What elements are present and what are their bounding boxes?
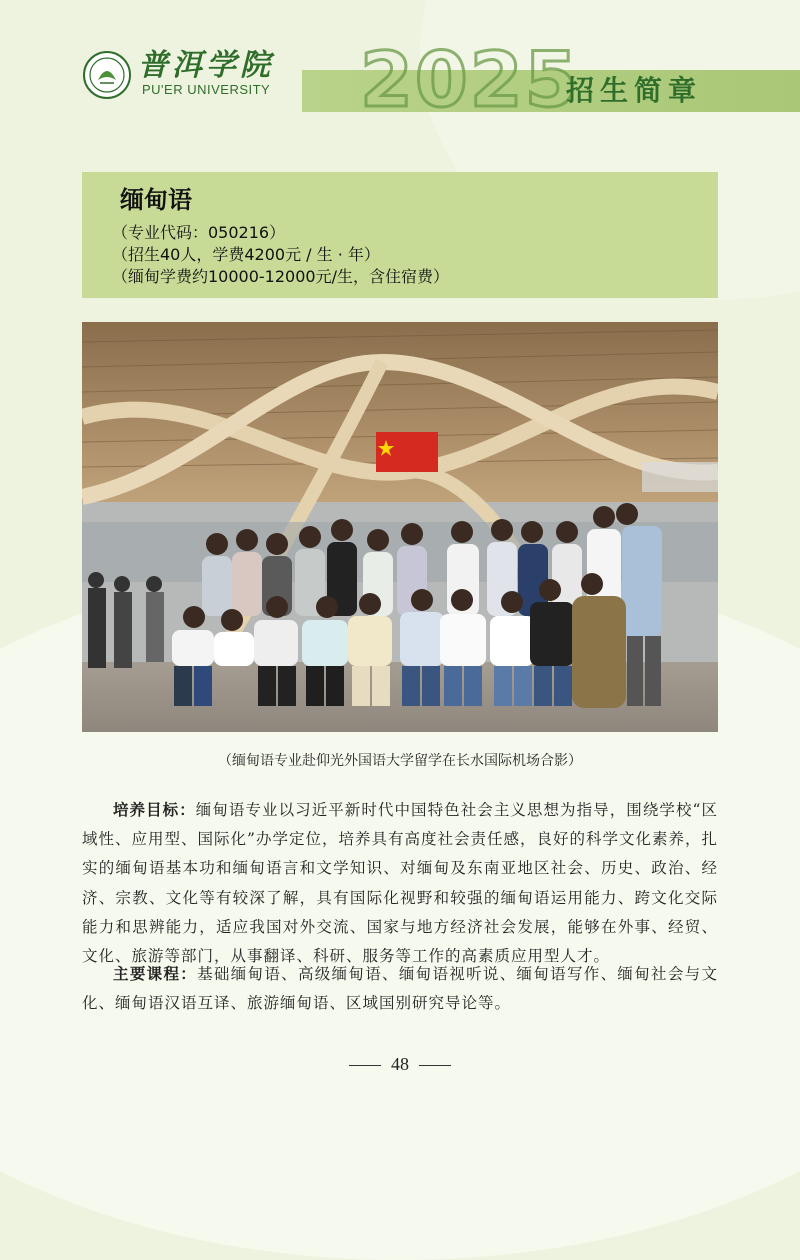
- banner-year: 2025: [360, 35, 580, 124]
- training-goal-text: 缅甸语专业以习近平新时代中国特色社会主义思想为指导，围绕学校“区域性、应用型、国际化”办学定位，培养具有高度社会责任感，良好的科学文化素养，扎实的缅甸语基本功和缅甸语言和文学知识、对缅甸及东南亚地区社会、历史、政治、经济、宗教、文化等有较深了解，具有国际化视野和较强的缅甸语运用能力、跨文化交际能力和思辨能力，适应我国对外交流、国家与地方经济社会发展，能够在外事、经贸、文化、旅游等部门，从事翻译、科研、服务等工作的高素质应用型人才。: [82, 801, 718, 966]
- training-goal-label: 培养目标：: [113, 801, 196, 819]
- major-abroad-fee: （缅甸学费约10000-12000元/生，含住宿费）: [112, 267, 449, 286]
- photo-caption: （缅甸语专业赴仰光外国语大学留学在长水国际机场合影）: [218, 753, 582, 769]
- page-number-dash-left: [349, 1065, 381, 1066]
- main-courses-paragraph: [82, 960, 718, 1018]
- major-code: （专业代码：050216）: [112, 223, 286, 242]
- school-name: 普洱学院: [138, 48, 274, 83]
- group-photo: [82, 322, 718, 732]
- training-goal-paragraph: [82, 796, 718, 971]
- major-title: 缅甸语: [120, 185, 192, 214]
- page-number: [0, 1054, 800, 1075]
- main-courses-label: 主要课程：: [113, 965, 198, 983]
- page-number-value: 48: [391, 1054, 409, 1074]
- major-enrollment: （招生40人，学费4200元 / 生 · 年）: [112, 245, 380, 264]
- school-english-name: PU'ER UNIVERSITY: [142, 82, 271, 97]
- page-number-dash-right: [419, 1065, 451, 1066]
- school-logo-icon: [82, 50, 132, 100]
- banner-title: 招生简章: [566, 74, 703, 107]
- airport-photo-illustration: [82, 322, 718, 732]
- main-courses-text: 基础缅甸语、高级缅甸语、缅甸语视听说、缅甸语写作、缅甸社会与文化、缅甸语汉语互译、旅游缅甸语、区域国别研究导论等。: [82, 965, 718, 1013]
